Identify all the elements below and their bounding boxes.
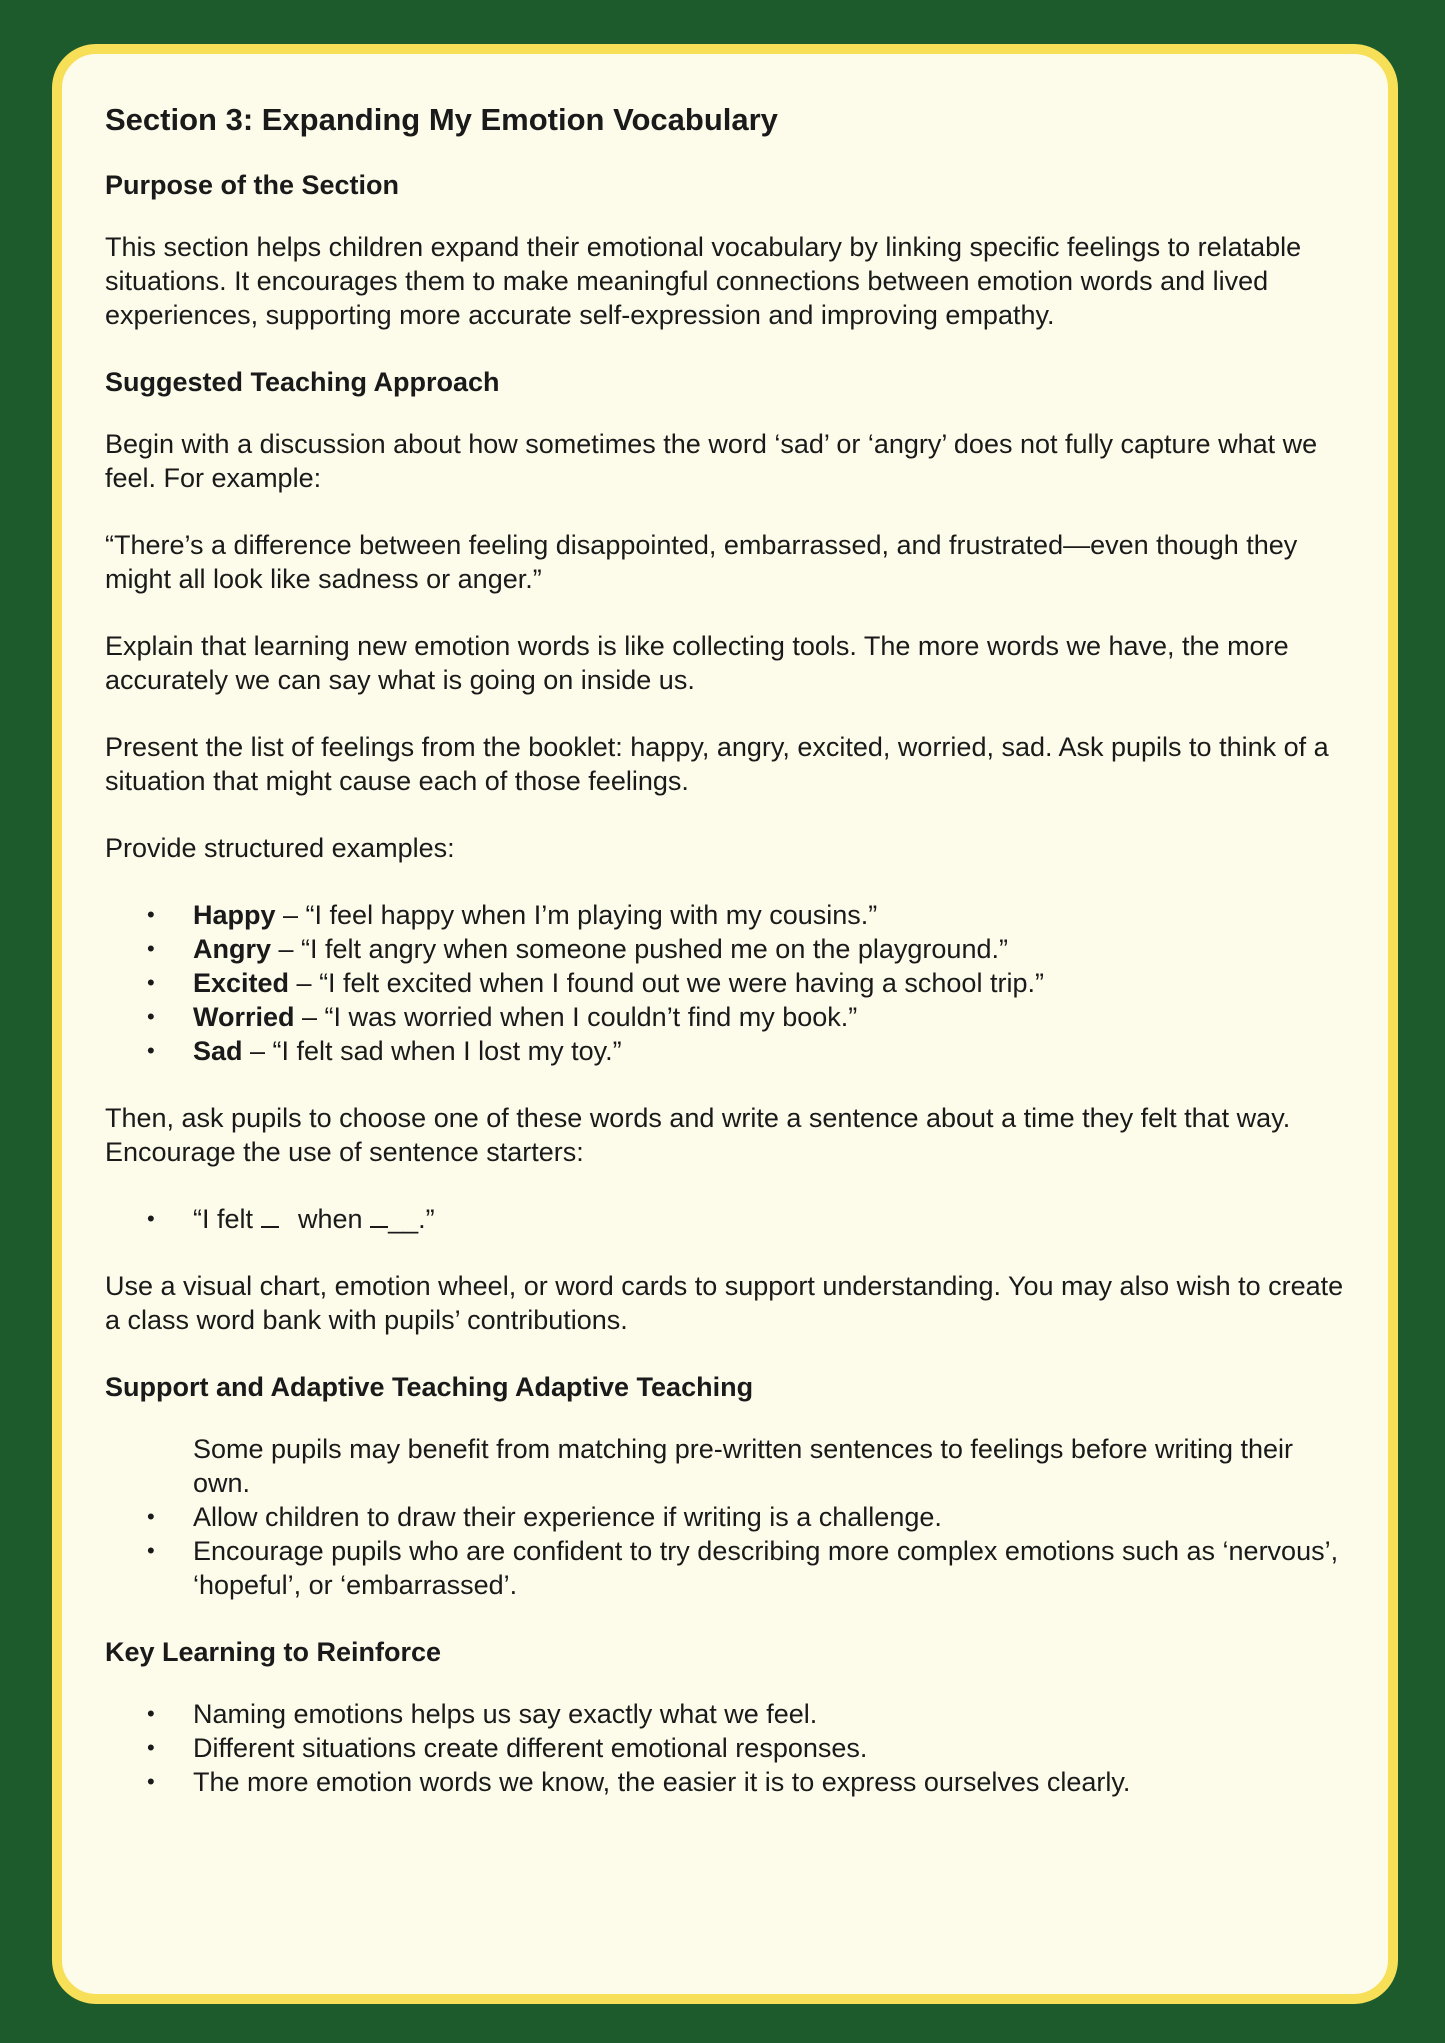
key-learning-heading: Key Learning to Reinforce (105, 1637, 442, 1667)
list-item (105, 898, 1355, 932)
purpose-heading: Purpose of the Section (105, 170, 400, 200)
list-item (105, 932, 1355, 966)
bullet-icon: • (147, 1504, 155, 1529)
approach-paragraph-6: Then, ask pupils to choose one of these words and write a sentence about a time they felt that way. Encourage the use of sentence starters: (105, 1103, 1291, 1167)
fill-in-blank (370, 1204, 388, 1228)
key-learning-text: Different situations create different emotional responses. (193, 1733, 868, 1763)
support-list (105, 1432, 1355, 1602)
purpose-text: This section helps children expand their emotional vocabulary by linking specific feelings to relatable situations. It encourages them to make meaningful connections between emotion words and lived experiences, supporting more accurate self-expression and improving empathy. (105, 232, 1302, 330)
list-item (105, 1765, 1355, 1799)
key-learning-text: The more emotion words we know, the easier it is to express ourselves clearly. (193, 1767, 1131, 1797)
bullet-icon: • (147, 1004, 155, 1029)
list-item (105, 1000, 1355, 1034)
bullet-icon: • (147, 902, 155, 927)
bullet-icon: • (147, 1769, 155, 1794)
approach-paragraph-1: Begin with a discussion about how sometimes the word ‘sad’ or ‘angry’ does not fully capture what we feel. For example: (105, 429, 1318, 493)
example-text: – “I felt sad when I lost my toy.” (242, 1036, 622, 1066)
emotion-word: Sad (193, 1036, 243, 1066)
example-text: – “I felt excited when I found out we were having a school trip.” (289, 968, 1044, 998)
list-item (105, 1731, 1355, 1765)
example-text: – “I was worried when I couldn’t find my book.” (294, 1002, 858, 1032)
emotion-word: Angry (193, 934, 272, 964)
support-heading: Support and Adaptive Teaching Adaptive Teaching (105, 1372, 754, 1402)
list-item (105, 1432, 1355, 1500)
emotion-word: Excited (193, 968, 290, 998)
approach-paragraph-4: Present the list of feelings from the booklet: happy, angry, excited, worried, sad. Ask pupils to think of a situation that might cause each of those feelings. (105, 732, 1329, 796)
approach-paragraph-3: Explain that learning new emotion words is like collecting tools. The more words we have, the more accurately we can say what is going on inside us. (105, 631, 1289, 695)
list-item (105, 1697, 1355, 1731)
emotion-word: Happy (193, 900, 276, 930)
key-learning-list (105, 1697, 1355, 1799)
list-item (105, 1034, 1355, 1068)
examples-list (105, 898, 1355, 1068)
bullet-icon: • (147, 1538, 155, 1563)
approach-paragraph-5: Provide structured examples: (105, 833, 455, 863)
starter-part-1: “I felt (193, 1204, 261, 1234)
bullet-icon: • (147, 1701, 155, 1726)
fill-in-blank (261, 1204, 279, 1228)
support-text: Encourage pupils who are confident to try describing more complex emotions such as ‘nervous’, ‘hopeful’, or ‘embarrassed’. (193, 1536, 1339, 1600)
list-item (105, 1500, 1355, 1534)
starter-part-3: __.” (388, 1204, 435, 1234)
document-content (105, 100, 1355, 1832)
sentence-starter-list (105, 1202, 1355, 1236)
starter-part-2: when (290, 1204, 371, 1234)
key-learning-text: Naming emotions helps us say exactly what we feel. (193, 1699, 818, 1729)
list-item (105, 1534, 1355, 1602)
approach-quote: “There’s a difference between feeling disappointed, embarrassed, and frustrated—even though they might all look like sadness or anger.” (105, 530, 1298, 594)
approach-paragraph-7: Use a visual chart, emotion wheel, or word cards to support understanding. You may also wish to create a class word bank with pupils’ contributions. (105, 1271, 1344, 1335)
bullet-icon: • (147, 970, 155, 995)
emotion-word: Worried (193, 1002, 295, 1032)
bullet-icon: • (147, 1735, 155, 1760)
section-title: Section 3: Expanding My Emotion Vocabulary (105, 102, 778, 137)
approach-heading: Suggested Teaching Approach (105, 367, 500, 397)
example-text: – “I feel happy when I’m playing with my cousins.” (275, 900, 878, 930)
bullet-icon: • (147, 1206, 155, 1231)
example-text: – “I felt angry when someone pushed me on the playground.” (271, 934, 1008, 964)
list-item (105, 1202, 1355, 1236)
support-text: Allow children to draw their experience if writing is a challenge. (193, 1502, 942, 1532)
list-item (105, 966, 1355, 1000)
support-text: Some pupils may benefit from matching pre-written sentences to feelings before writing their own. (193, 1434, 1294, 1498)
bullet-icon: • (147, 936, 155, 961)
bullet-icon: • (147, 1038, 155, 1063)
